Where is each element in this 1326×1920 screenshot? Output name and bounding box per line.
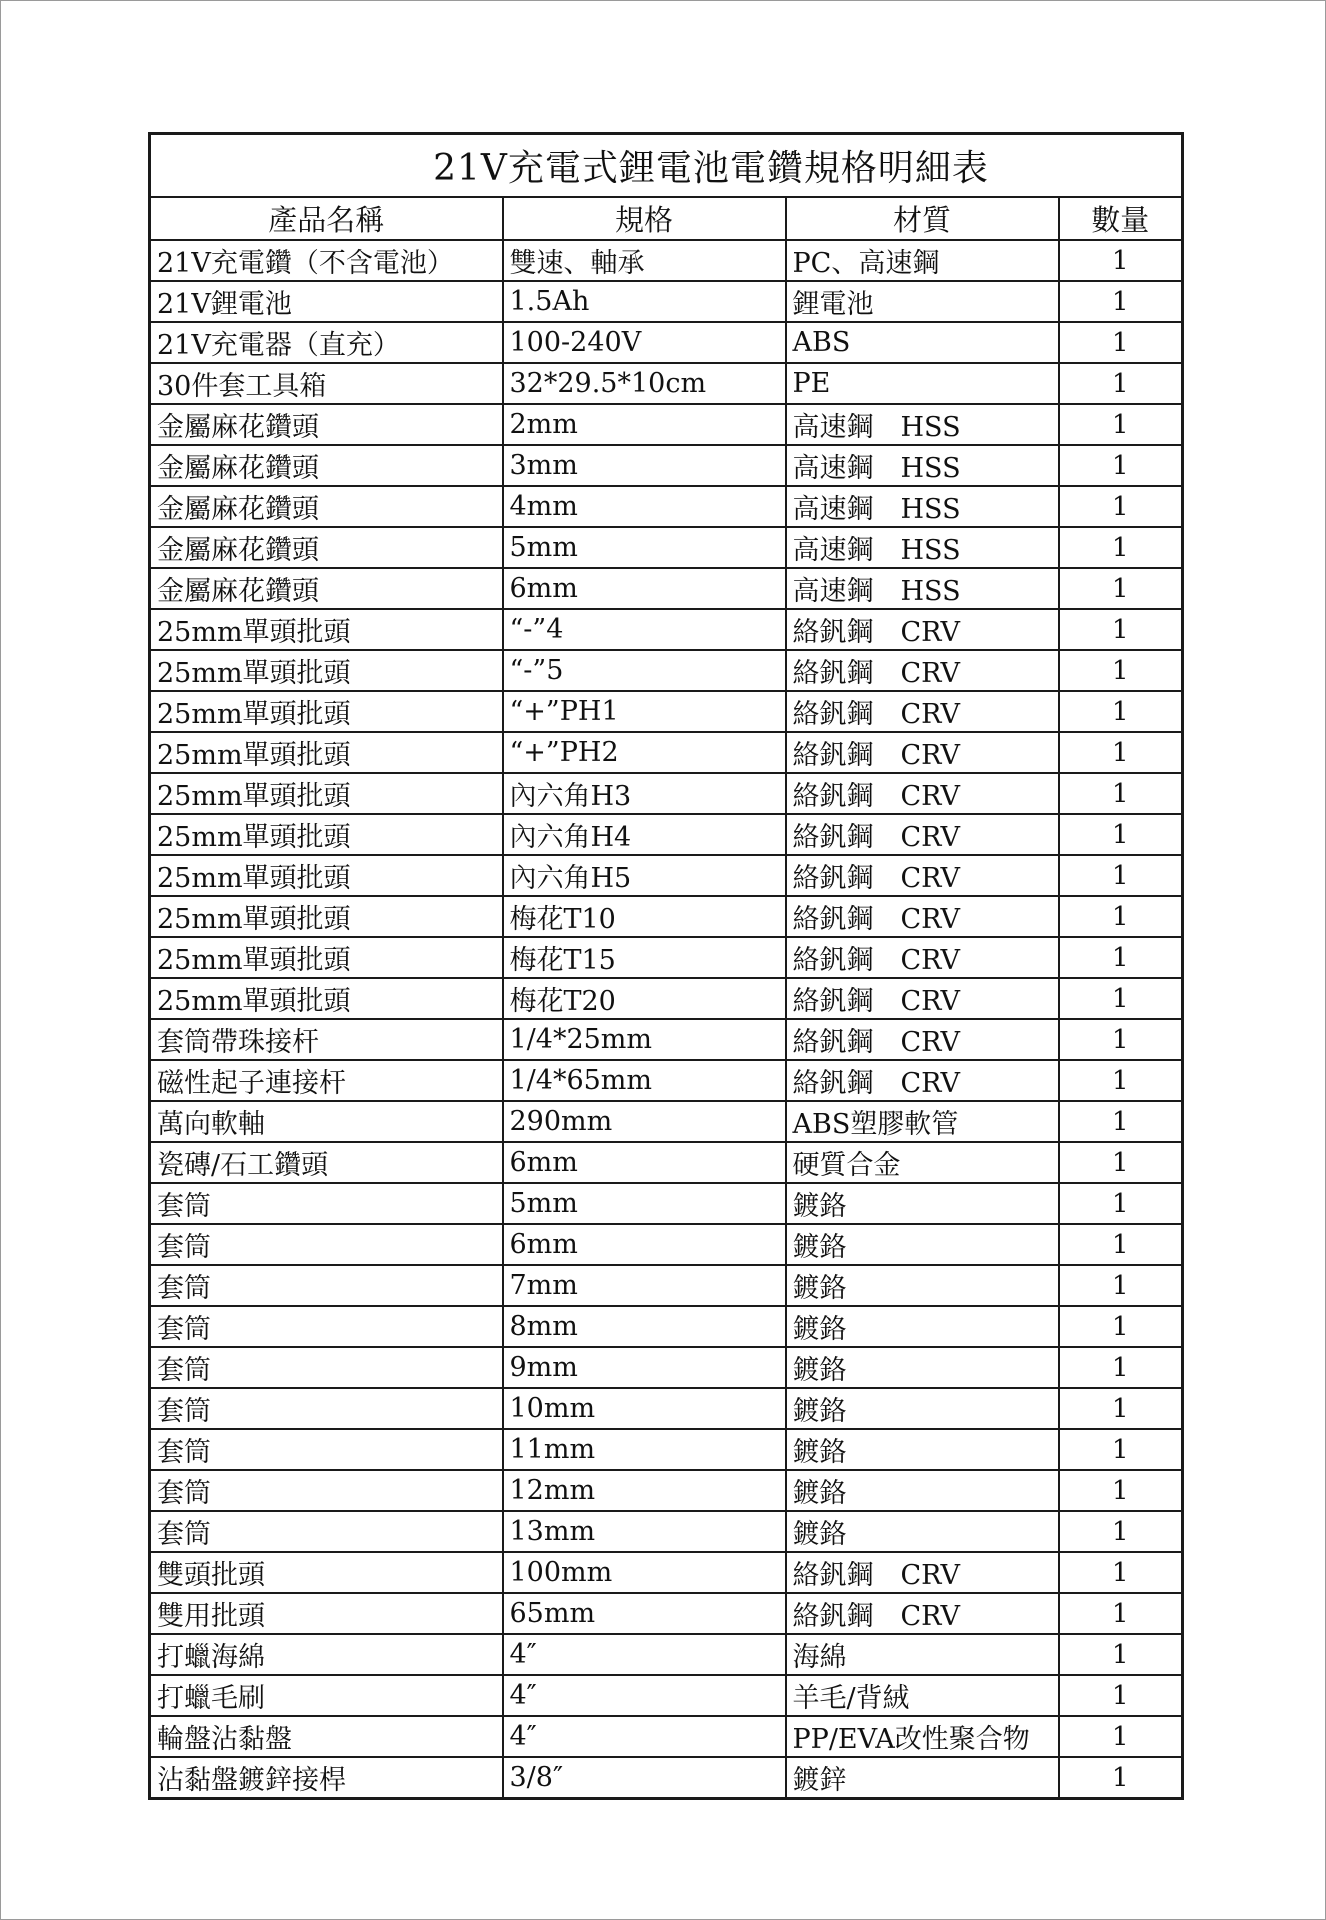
cell-product-name: 套筒: [150, 1511, 503, 1552]
table-row: [150, 1306, 1183, 1347]
cell-quantity: 1: [1059, 1060, 1183, 1101]
cell-quantity: 1: [1059, 732, 1183, 773]
table-row: [150, 1470, 1183, 1511]
cell-product-name: 套筒帶珠接杆: [150, 1019, 503, 1060]
table-row: [150, 527, 1183, 568]
cell-quantity: 1: [1059, 650, 1183, 691]
cell-quantity: 1: [1059, 445, 1183, 486]
cell-product-name: 瓷磚/石工鑽頭: [150, 1142, 503, 1183]
cell-material: 絡釩鋼 CRV: [786, 896, 1059, 937]
table-row: [150, 1675, 1183, 1716]
table-row: [150, 691, 1183, 732]
table-row: [150, 855, 1183, 896]
table-row: [150, 486, 1183, 527]
cell-product-name: 25mm單頭批頭: [150, 978, 503, 1019]
cell-spec: 32*29.5*10cm: [503, 363, 786, 404]
cell-product-name: 25mm單頭批頭: [150, 732, 503, 773]
cell-material: 絡釩鋼 CRV: [786, 978, 1059, 1019]
cell-material: PP/EVA改性聚合物: [786, 1716, 1059, 1757]
table-row: [150, 322, 1183, 363]
table-row: [150, 1716, 1183, 1757]
cell-quantity: 1: [1059, 1552, 1183, 1593]
table-row: [150, 281, 1183, 322]
cell-spec: 1/4*25mm: [503, 1019, 786, 1060]
cell-material: 高速鋼 HSS: [786, 527, 1059, 568]
cell-quantity: 1: [1059, 527, 1183, 568]
cell-spec: 11mm: [503, 1429, 786, 1470]
cell-product-name: 25mm單頭批頭: [150, 609, 503, 650]
table-row: [150, 650, 1183, 691]
cell-material: 鍍鉻: [786, 1470, 1059, 1511]
table-row: [150, 1142, 1183, 1183]
table-row: [150, 1552, 1183, 1593]
cell-spec: 1/4*65mm: [503, 1060, 786, 1101]
cell-quantity: 1: [1059, 855, 1183, 896]
table-row: [150, 1429, 1183, 1470]
cell-material: 絡釩鋼 CRV: [786, 814, 1059, 855]
cell-spec: 290mm: [503, 1101, 786, 1142]
cell-material: 鍍鉻: [786, 1429, 1059, 1470]
cell-product-name: 套筒: [150, 1265, 503, 1306]
cell-product-name: 套筒: [150, 1470, 503, 1511]
cell-spec: 內六角H5: [503, 855, 786, 896]
table-row: [150, 1593, 1183, 1634]
cell-material: 絡釩鋼 CRV: [786, 773, 1059, 814]
table-row: [150, 1224, 1183, 1265]
cell-product-name: 25mm單頭批頭: [150, 937, 503, 978]
cell-quantity: 1: [1059, 1265, 1183, 1306]
cell-quantity: 1: [1059, 486, 1183, 527]
table-row: [150, 1183, 1183, 1224]
cell-spec: 梅花T10: [503, 896, 786, 937]
cell-product-name: 套筒: [150, 1429, 503, 1470]
cell-spec: 梅花T15: [503, 937, 786, 978]
cell-spec: 7mm: [503, 1265, 786, 1306]
cell-quantity: 1: [1059, 1347, 1183, 1388]
table-row: [150, 1511, 1183, 1552]
cell-material: ABS塑膠軟管: [786, 1101, 1059, 1142]
table-row: [150, 896, 1183, 937]
table-row: [150, 1060, 1183, 1101]
cell-product-name: 輪盤沾黏盤: [150, 1716, 503, 1757]
table-row: [150, 240, 1183, 281]
cell-quantity: 1: [1059, 1675, 1183, 1716]
table-row: [150, 363, 1183, 404]
cell-spec: 3mm: [503, 445, 786, 486]
cell-material: 絡釩鋼 CRV: [786, 691, 1059, 732]
cell-product-name: 25mm單頭批頭: [150, 650, 503, 691]
cell-quantity: 1: [1059, 1388, 1183, 1429]
cell-product-name: 雙頭批頭: [150, 1552, 503, 1593]
cell-material: 絡釩鋼 CRV: [786, 609, 1059, 650]
cell-product-name: 金屬麻花鑽頭: [150, 404, 503, 445]
cell-product-name: 套筒: [150, 1388, 503, 1429]
cell-spec: “+”PH1: [503, 691, 786, 732]
cell-quantity: 1: [1059, 691, 1183, 732]
cell-product-name: 金屬麻花鑽頭: [150, 486, 503, 527]
cell-product-name: 25mm單頭批頭: [150, 773, 503, 814]
table-row: [150, 1019, 1183, 1060]
title-row: [150, 134, 1183, 198]
cell-quantity: 1: [1059, 609, 1183, 650]
table-row: [150, 1101, 1183, 1142]
cell-product-name: 萬向軟軸: [150, 1101, 503, 1142]
cell-quantity: 1: [1059, 281, 1183, 322]
cell-material: PE: [786, 363, 1059, 404]
cell-quantity: 1: [1059, 1716, 1183, 1757]
cell-spec: 100-240V: [503, 322, 786, 363]
cell-product-name: 金屬麻花鑽頭: [150, 568, 503, 609]
cell-product-name: 金屬麻花鑽頭: [150, 527, 503, 568]
cell-product-name: 25mm單頭批頭: [150, 896, 503, 937]
cell-material: 絡釩鋼 CRV: [786, 1019, 1059, 1060]
cell-spec: 2mm: [503, 404, 786, 445]
cell-material: 硬質合金: [786, 1142, 1059, 1183]
cell-quantity: 1: [1059, 773, 1183, 814]
cell-material: 鍍鉻: [786, 1265, 1059, 1306]
cell-spec: 內六角H3: [503, 773, 786, 814]
cell-quantity: 1: [1059, 322, 1183, 363]
cell-spec: 6mm: [503, 1224, 786, 1265]
cell-material: 高速鋼 HSS: [786, 404, 1059, 445]
cell-product-name: 25mm單頭批頭: [150, 814, 503, 855]
cell-product-name: 套筒: [150, 1183, 503, 1224]
header-product-name: 產品名稱: [150, 197, 503, 240]
cell-material: 高速鋼 HSS: [786, 486, 1059, 527]
table-row: [150, 814, 1183, 855]
cell-product-name: 打蠟海綿: [150, 1634, 503, 1675]
cell-quantity: 1: [1059, 814, 1183, 855]
cell-product-name: 雙用批頭: [150, 1593, 503, 1634]
cell-quantity: 1: [1059, 1429, 1183, 1470]
cell-material: 鍍鉻: [786, 1347, 1059, 1388]
cell-spec: 內六角H4: [503, 814, 786, 855]
cell-spec: 65mm: [503, 1593, 786, 1634]
cell-quantity: 1: [1059, 240, 1183, 281]
cell-material: 絡釩鋼 CRV: [786, 732, 1059, 773]
header-row: [150, 197, 1183, 240]
cell-material: 絡釩鋼 CRV: [786, 1552, 1059, 1593]
table-row: [150, 1347, 1183, 1388]
table-row: [150, 1265, 1183, 1306]
cell-quantity: 1: [1059, 404, 1183, 445]
cell-quantity: 1: [1059, 1101, 1183, 1142]
cell-product-name: 磁性起子連接杆: [150, 1060, 503, 1101]
cell-product-name: 25mm單頭批頭: [150, 855, 503, 896]
cell-product-name: 套筒: [150, 1347, 503, 1388]
cell-spec: “-”4: [503, 609, 786, 650]
cell-material: 海綿: [786, 1634, 1059, 1675]
spec-table: [148, 132, 1184, 1800]
cell-spec: 10mm: [503, 1388, 786, 1429]
table-row: [150, 732, 1183, 773]
cell-quantity: 1: [1059, 1224, 1183, 1265]
cell-material: 鍍鉻: [786, 1511, 1059, 1552]
cell-material: 鍍鉻: [786, 1388, 1059, 1429]
cell-quantity: 1: [1059, 1306, 1183, 1347]
cell-material: ABS: [786, 322, 1059, 363]
cell-spec: 6mm: [503, 1142, 786, 1183]
cell-quantity: 1: [1059, 1470, 1183, 1511]
table-row: [150, 773, 1183, 814]
cell-spec: 4mm: [503, 486, 786, 527]
cell-spec: 6mm: [503, 568, 786, 609]
cell-spec: 8mm: [503, 1306, 786, 1347]
cell-quantity: 1: [1059, 978, 1183, 1019]
cell-spec: 9mm: [503, 1347, 786, 1388]
cell-product-name: 21V充電鑽（不含電池）: [150, 240, 503, 281]
cell-spec: 5mm: [503, 527, 786, 568]
cell-material: 鍍鉻: [786, 1224, 1059, 1265]
cell-material: 高速鋼 HSS: [786, 445, 1059, 486]
cell-material: 羊毛/背絨: [786, 1675, 1059, 1716]
cell-material: PC、高速鋼: [786, 240, 1059, 281]
cell-spec: 5mm: [503, 1183, 786, 1224]
cell-material: 絡釩鋼 CRV: [786, 937, 1059, 978]
cell-quantity: 1: [1059, 1019, 1183, 1060]
cell-spec: 4″: [503, 1675, 786, 1716]
cell-spec: 13mm: [503, 1511, 786, 1552]
cell-quantity: 1: [1059, 1593, 1183, 1634]
table-row: [150, 445, 1183, 486]
table-row: [150, 937, 1183, 978]
cell-product-name: 打蠟毛刷: [150, 1675, 503, 1716]
table-row: [150, 978, 1183, 1019]
cell-spec: 100mm: [503, 1552, 786, 1593]
table-row: [150, 568, 1183, 609]
table-title: 21V充電式鋰電池電鑽規格明細表: [150, 134, 1183, 198]
cell-spec: 梅花T20: [503, 978, 786, 1019]
cell-product-name: 沾黏盤鍍鋅接桿: [150, 1757, 503, 1799]
cell-material: 絡釩鋼 CRV: [786, 1593, 1059, 1634]
header-material: 材質: [786, 197, 1059, 240]
cell-product-name: 21V鋰電池: [150, 281, 503, 322]
cell-product-name: 套筒: [150, 1306, 503, 1347]
cell-spec: 3/8″: [503, 1757, 786, 1799]
table-row: [150, 404, 1183, 445]
header-quantity: 數量: [1059, 197, 1183, 240]
cell-material: 高速鋼 HSS: [786, 568, 1059, 609]
cell-quantity: 1: [1059, 1183, 1183, 1224]
cell-quantity: 1: [1059, 1511, 1183, 1552]
cell-quantity: 1: [1059, 568, 1183, 609]
header-spec: 規格: [503, 197, 786, 240]
cell-spec: 4″: [503, 1634, 786, 1675]
cell-spec: 4″: [503, 1716, 786, 1757]
cell-material: 鋰電池: [786, 281, 1059, 322]
cell-product-name: 套筒: [150, 1224, 503, 1265]
cell-quantity: 1: [1059, 1142, 1183, 1183]
cell-quantity: 1: [1059, 1757, 1183, 1799]
cell-material: 絡釩鋼 CRV: [786, 855, 1059, 896]
cell-product-name: 金屬麻花鑽頭: [150, 445, 503, 486]
table-row: [150, 1634, 1183, 1675]
cell-material: 鍍鋅: [786, 1757, 1059, 1799]
cell-material: 絡釩鋼 CRV: [786, 1060, 1059, 1101]
cell-spec: 雙速、軸承: [503, 240, 786, 281]
table-row: [150, 1757, 1183, 1799]
cell-quantity: 1: [1059, 1634, 1183, 1675]
cell-material: 鍍鉻: [786, 1183, 1059, 1224]
cell-spec: “+”PH2: [503, 732, 786, 773]
table-row: [150, 609, 1183, 650]
cell-product-name: 25mm單頭批頭: [150, 691, 503, 732]
cell-product-name: 21V充電器（直充）: [150, 322, 503, 363]
cell-quantity: 1: [1059, 363, 1183, 404]
cell-spec: 12mm: [503, 1470, 786, 1511]
cell-material: 絡釩鋼 CRV: [786, 650, 1059, 691]
table-row: [150, 1388, 1183, 1429]
cell-spec: “-”5: [503, 650, 786, 691]
cell-material: 鍍鉻: [786, 1306, 1059, 1347]
cell-product-name: 30件套工具箱: [150, 363, 503, 404]
cell-quantity: 1: [1059, 896, 1183, 937]
cell-quantity: 1: [1059, 937, 1183, 978]
cell-spec: 1.5Ah: [503, 281, 786, 322]
